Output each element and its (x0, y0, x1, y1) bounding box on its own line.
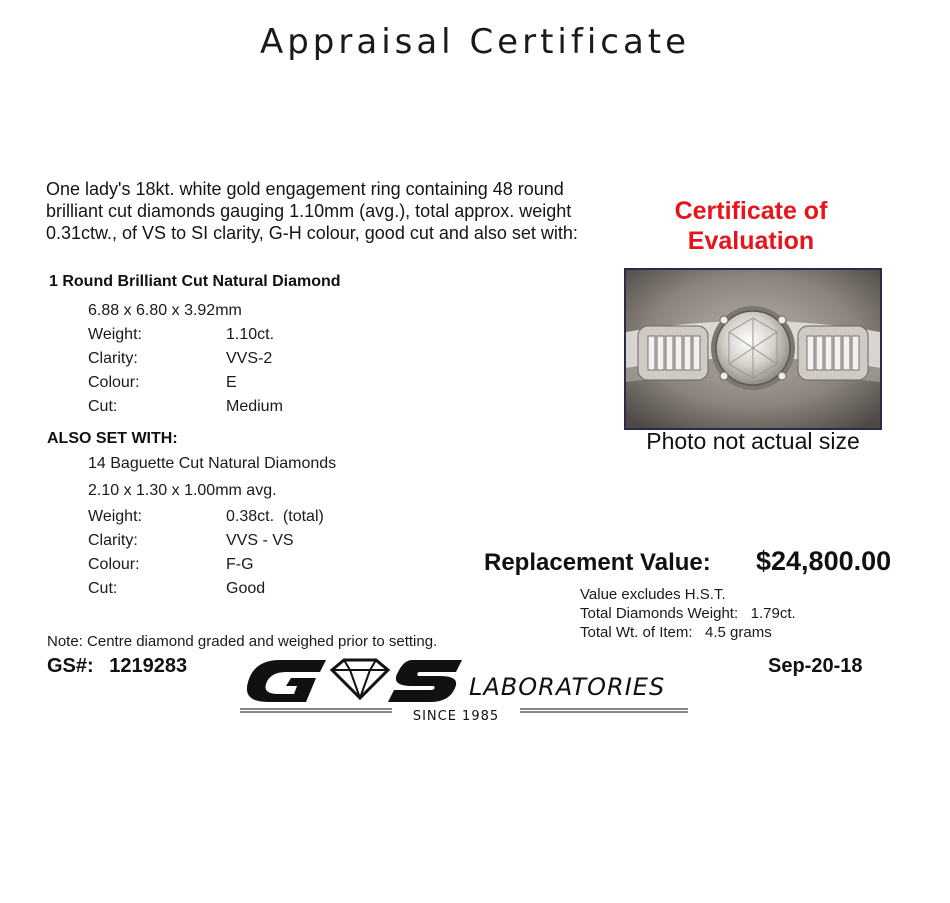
center-clarity-value: VVS-2 (226, 350, 273, 367)
also-cut-label: Cut: (88, 580, 118, 597)
value-note-total-diamonds: Total Diamonds Weight: 1.79ct. (580, 605, 796, 622)
also-set-dimensions: 2.10 x 1.30 x 1.00mm avg. (88, 482, 277, 499)
also-weight-label: Weight: (88, 508, 142, 525)
center-clarity-label: Clarity: (88, 350, 138, 367)
certificate-line-1: Certificate of (674, 197, 828, 225)
center-cut-label: Cut: (88, 398, 118, 415)
also-colour-label: Colour: (88, 556, 140, 573)
appraisal-date: Sep-20-18 (768, 655, 863, 677)
gs-logo-graphic (240, 656, 692, 726)
certificate-heading (628, 196, 874, 256)
certificate-line-2: Evaluation (687, 227, 815, 255)
replacement-value-amount: $24,800.00 (756, 546, 892, 576)
also-clarity-label: Clarity: (88, 532, 138, 549)
photo-caption: Photo not actual size (646, 428, 860, 454)
center-stone-heading: 1 Round Brilliant Cut Natural Diamond (49, 273, 341, 290)
center-weight-label: Weight: (88, 326, 142, 343)
value-note-total-weight: Total Wt. of Item: 4.5 grams (580, 624, 772, 641)
gs-number-value: 1219283 (109, 655, 188, 677)
center-colour-value: E (226, 374, 237, 391)
page-title: Appraisal Certificate (259, 22, 691, 62)
logo-since-text: SINCE 1985 (412, 709, 500, 724)
gs-number-label: GS#: (47, 655, 94, 677)
also-colour-value: F-G (226, 556, 254, 573)
center-colour-label: Colour: (88, 374, 140, 391)
ring-photo (624, 268, 882, 430)
replacement-value-label: Replacement Value: (484, 549, 711, 576)
center-stone-dimensions: 6.88 x 6.80 x 3.92mm (88, 302, 242, 319)
also-clarity-value: VVS - VS (226, 532, 294, 549)
gs-laboratories-logo (240, 656, 692, 726)
value-note-hst: Value excludes H.S.T. (580, 586, 726, 603)
also-set-description: 14 Baguette Cut Natural Diamonds (88, 455, 337, 472)
also-set-heading: ALSO SET WITH: (47, 430, 178, 447)
logo-laboratories-text: LABORATORIES (469, 673, 666, 701)
ring-description: One lady's 18kt. white gold engagement ring containing 48 round brilliant cut diamonds gauging 1.10mm (avg.), total approx. weight 0.31ctw., of VS to SI clarity, G-H colour, good cut and also set with: (46, 179, 578, 243)
ring-photo-illustration (626, 270, 880, 428)
also-cut-value: Good (226, 580, 266, 597)
center-weight-value: 1.10ct. (226, 326, 275, 343)
gs-number (47, 655, 187, 678)
center-cut-value: Medium (226, 398, 283, 415)
also-weight-value: 0.38ct. (total) (226, 508, 324, 525)
grading-note: Note: Centre diamond graded and weighed prior to setting. (47, 633, 438, 650)
